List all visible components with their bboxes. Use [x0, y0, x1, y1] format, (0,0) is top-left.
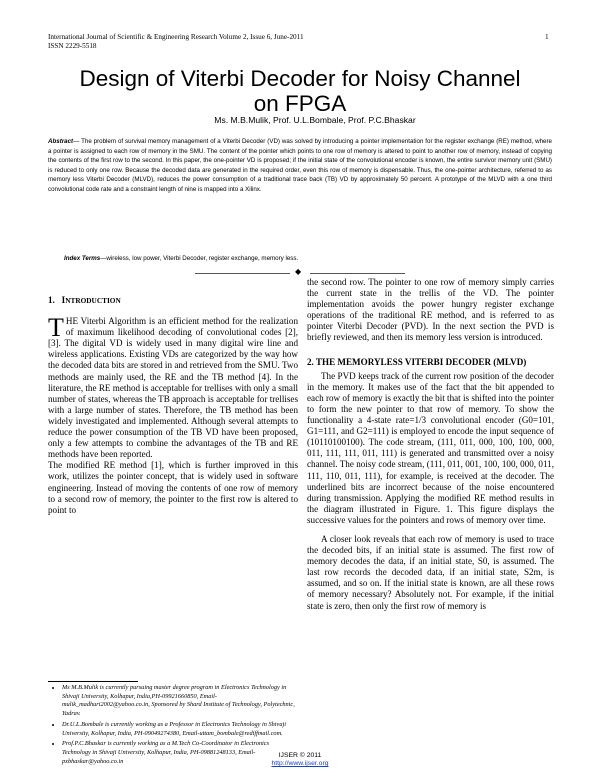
journal-url-link[interactable]: http://www.ijser.org: [271, 760, 329, 767]
section-heading-mlvd: 2. THE MEMORYLESS VITERBI DECODER (MLVD): [307, 356, 527, 367]
paper-title: [40, 66, 560, 116]
title-line-1: Design of Viterbi Decoder for Noisy Channel: [79, 66, 521, 91]
title-line-2: on FPGA: [253, 91, 347, 116]
footnote-item: • Ms M.B.Mulik is currently pursuing master degree program in Electronics Technology in Shivaji University, Kolhapur, India,PH-09921660850, Email-mulik_madhuri2002@yahoo.co.in, Sponsored by Shard Institute of Technology, Polytechnic, Yadrav.: [62, 684, 298, 719]
footnote-item: • Dr.U.L.Bombale is currently working as a Professor in Electronics Technology in Shivaji University, Kolhapur, India, PH-09049274380, Email-uttam_bombale@rediffmail.com.: [62, 721, 298, 738]
abstract-text: — The problem of survival memory management of a Viterbi Decoder (VD) was solved by introducing a pointer implementation for the register exchange (RE) method, where a pointer is assigned to each row of memory in the SMU. The content of the pointer which points to one row of memory is altered to point to another row of memory, instead of copying the contents of the first row to the second. In this paper, the one-pointer VD is proposed; if the initial state of the convolutional encoder is known, the entire survivor memory unit (SMU) is reduced to only one row. Because the decoded data are generated in the required order, even this row of memory is dispensable. Thus, the one-pointer architecture, referred to as memory less Viterbi Decoder (MLVD), reduces the power consumption of a traditional trace back (TB) VD by approximately 50 percent. A prototype of the MLVD with a one third convolutional code rate and a constraint length of nine is mapped into a Xilinx.: [48, 138, 552, 193]
separator-line-right: [310, 273, 405, 274]
intro-paragraph-continued: the second row. The pointer to one row of memory simply carries the current state in the trellis of the VD. The pointer implementation avoids the power hungry register exchange operations of the traditional RE method, and is referred to as pointer Viterbi Decoder (PVD). In the next section the PVD is briefly reviewed, and then its memory less version is introduced.: [307, 277, 554, 343]
mlvd-paragraph-1: The PVD keeps track of the current row position of the decoder in the memory. It makes use of the fact that the bit appended to each row of memory is exactly the bit that is shifted into the pointer to form the new pointer to that row of memory. To show the functionality a 4-state rate=1/3 convolutional encoder (G0=101, G1=111, and G2=111) is employed to encode the input sequence of (10110100100). The code stream, (111, 011, 000, 100, 100, 000, 011, 111, 111, 011, 111) is generated and transmitted over a noisy channel. The noisy code stream, (111, 011, 001, 100, 100, 000, 011, 111, 110, 011, 111), for example, is received at the decoder. The underlined bits are incorrect because of the noise encountered during transmission. Applying the modified RE method results in the diagram illustrated in Figure. 1. This figure displays the successive values for the pointers and rows of memory over time.: [307, 370, 554, 525]
authors: Ms. M.B.Mulik, Prof. U.L.Bombale, Prof. P.C.Bhaskar: [214, 115, 416, 125]
index-terms-text: —wireless, low power, Viterbi Decoder, register exchange, memory less.: [100, 255, 299, 262]
copyright: IJSER © 2011: [278, 752, 322, 759]
abstract-label: Abstract: [48, 138, 74, 145]
page-number: 1: [545, 33, 549, 41]
journal-header: [48, 33, 548, 50]
separator-line-left: [195, 273, 290, 274]
issn: ISSN 2229-5518: [48, 41, 97, 50]
diamond-icon: ◆: [295, 267, 302, 276]
journal-name: International Journal of Scientific & Engineering Research Volume 2, Issue 6, June-2011: [48, 33, 304, 41]
intro-paragraph-1: THE Viterbi Algorithm is an efficient method for the realization of maximum likelihood decoding of convolutional codes [2],[3]. The digital VD is widely used in many digital wire line and wireless applications. Existing VDs are categorized by the way how the decoded data bits are stored in and retrieved from the SMU. Two methods are mainly used, the RE and the TB method [4]. In the literature, the RE method is acceptable for trellises with only a small number of states, whereas the TB approach is acceptable for trellises with a large number of states. Therefore, the TB method has been widely investigated and implemented. Although several attempts to reduce the power consumption of the TB VD have been proposed, only a few attempts to combine the advantages of the TB and RE methods have been reported.: [48, 313, 298, 460]
index-terms-label: Index Terms: [64, 255, 101, 262]
section-heading-introduction: 1. INTRODUCTION: [48, 295, 121, 305]
drop-cap: T: [48, 313, 64, 343]
mlvd-paragraph-2: A closer look reveals that each row of memory is used to trace the decoded bits, if an initial state is assumed. The first row of memory decodes the data, if an initial state, S0, is assumed. The last row records the decoded data, if an initial state, S2m, is assumed, and so on. If the initial state is known, are all these rows of memory necessary? Absolutely not. For example, if the initial state is zero, then only the first row of memory is: [307, 533, 554, 611]
intro-paragraph-2: The modified RE method [1], which is further improved in this work, utilizes the pointer concept, that is widely used in software engineering. Instead of moving the contents of one row of memory to a second row of memory, the pointer to the first row is altered to point to: [48, 460, 298, 515]
footnote-rule: [48, 681, 138, 682]
footnote-item: • Prof.P.C.Bhaskar is currently working as a M.Tech Co-Coordinator in Electronics Technology in Shivaji University, Kolhapur, India, PH-09881248133, Email- pxbhaskar@yahoo.co.in: [62, 740, 298, 766]
left-column: [48, 295, 298, 516]
page-footer: [200, 752, 400, 768]
index-terms: [64, 254, 544, 263]
abstract: [48, 137, 552, 195]
right-column: [307, 277, 554, 612]
